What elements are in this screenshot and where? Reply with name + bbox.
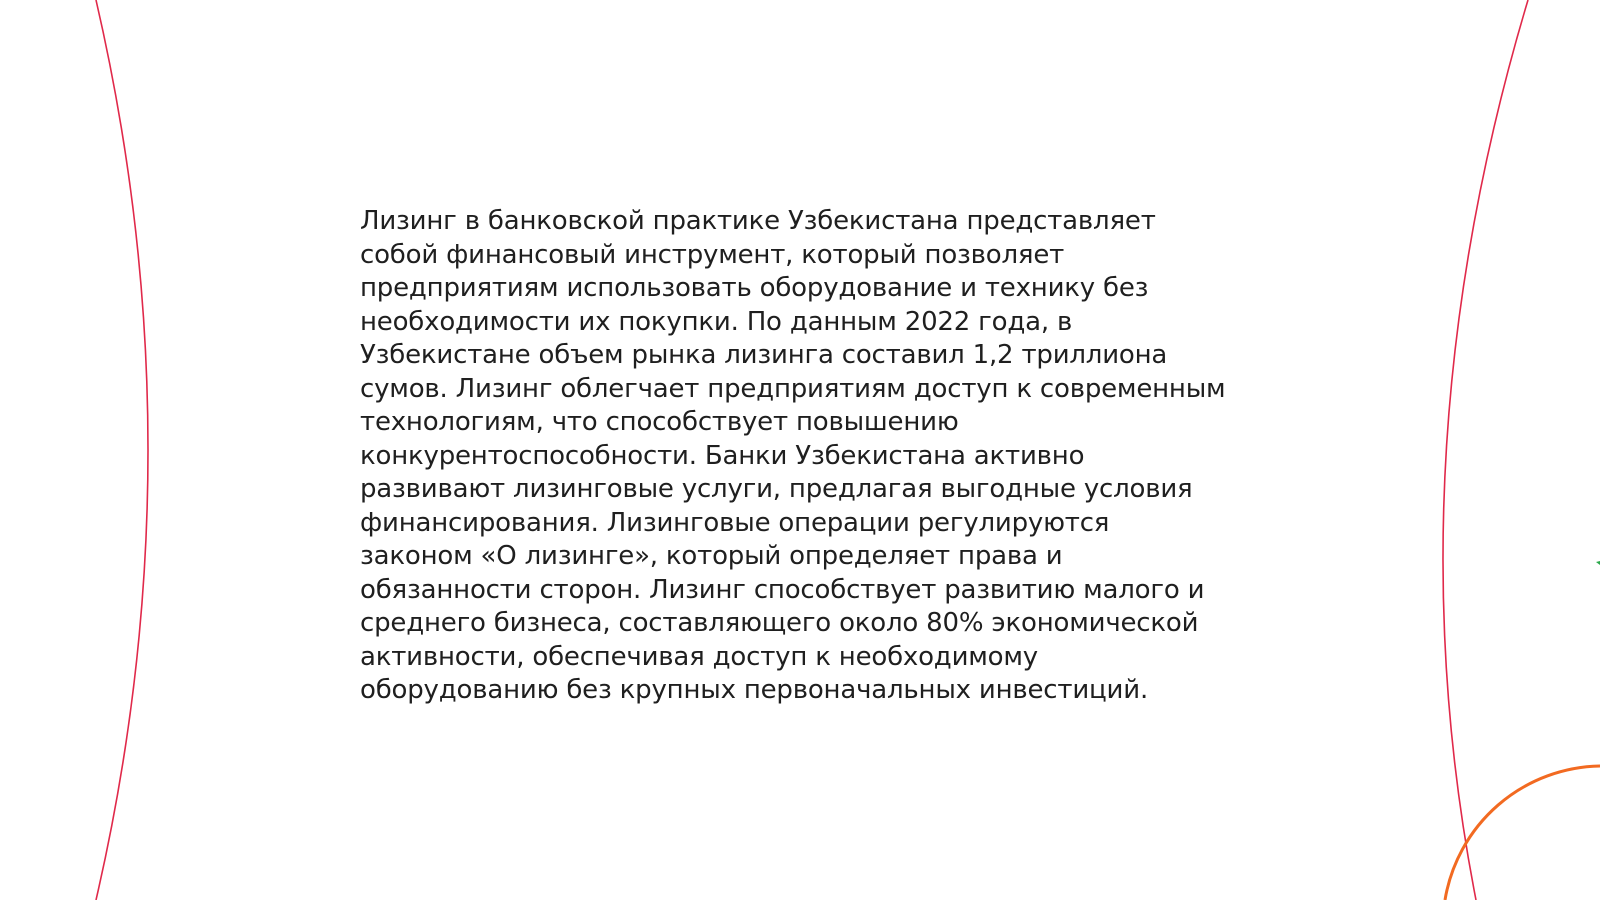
- paragraph-line: среднего бизнеса, составляющего около 80% экономической: [360, 608, 1199, 638]
- paragraph-line: законом «О лизинге», который определяет права и: [360, 541, 1063, 571]
- paragraph-line: технологиям, что способствует повышению: [360, 407, 959, 437]
- paragraph-line: собой финансовый инструмент, который позволяет: [360, 239, 1065, 270]
- orange-circle-arc: [1445, 766, 1600, 900]
- paragraph-line: конкурентоспособности. Банки Узбекистана активно: [360, 440, 1085, 471]
- paragraph-line: оборудованию без крупных первоначальных инвестиций.: [360, 675, 1149, 705]
- paragraph-line: предприятиям использовать оборудование и технику без: [360, 273, 1149, 303]
- paragraph-line: обязанности сторон. Лизинг способствует развитию малого и: [360, 574, 1205, 605]
- paragraph-line: Узбекистане объем рынка лизинга составил 1,2 триллиона: [360, 340, 1168, 370]
- paragraph-line: сумов. Лизинг облегчает предприятиям доступ к современным: [360, 373, 1226, 404]
- left-curve-line: [96, 0, 148, 900]
- right-curve-line: [1443, 0, 1528, 900]
- paragraph-line: активности, обеспечивая доступ к необходимому: [360, 641, 1038, 672]
- paragraph-line: необходимости их покупки. По данным 2022 года, в: [360, 306, 1073, 337]
- paragraph-line: Лизинг в банковской практике Узбекистана представляет: [360, 206, 1156, 236]
- paragraph-line: развивают лизинговые услуги, предлагая выгодные условия: [360, 474, 1193, 504]
- paragraph-line: финансирования. Лизинговые операции регулируются: [360, 507, 1110, 538]
- main-paragraph: [360, 205, 1260, 708]
- green-accent-mark: [1596, 561, 1600, 565]
